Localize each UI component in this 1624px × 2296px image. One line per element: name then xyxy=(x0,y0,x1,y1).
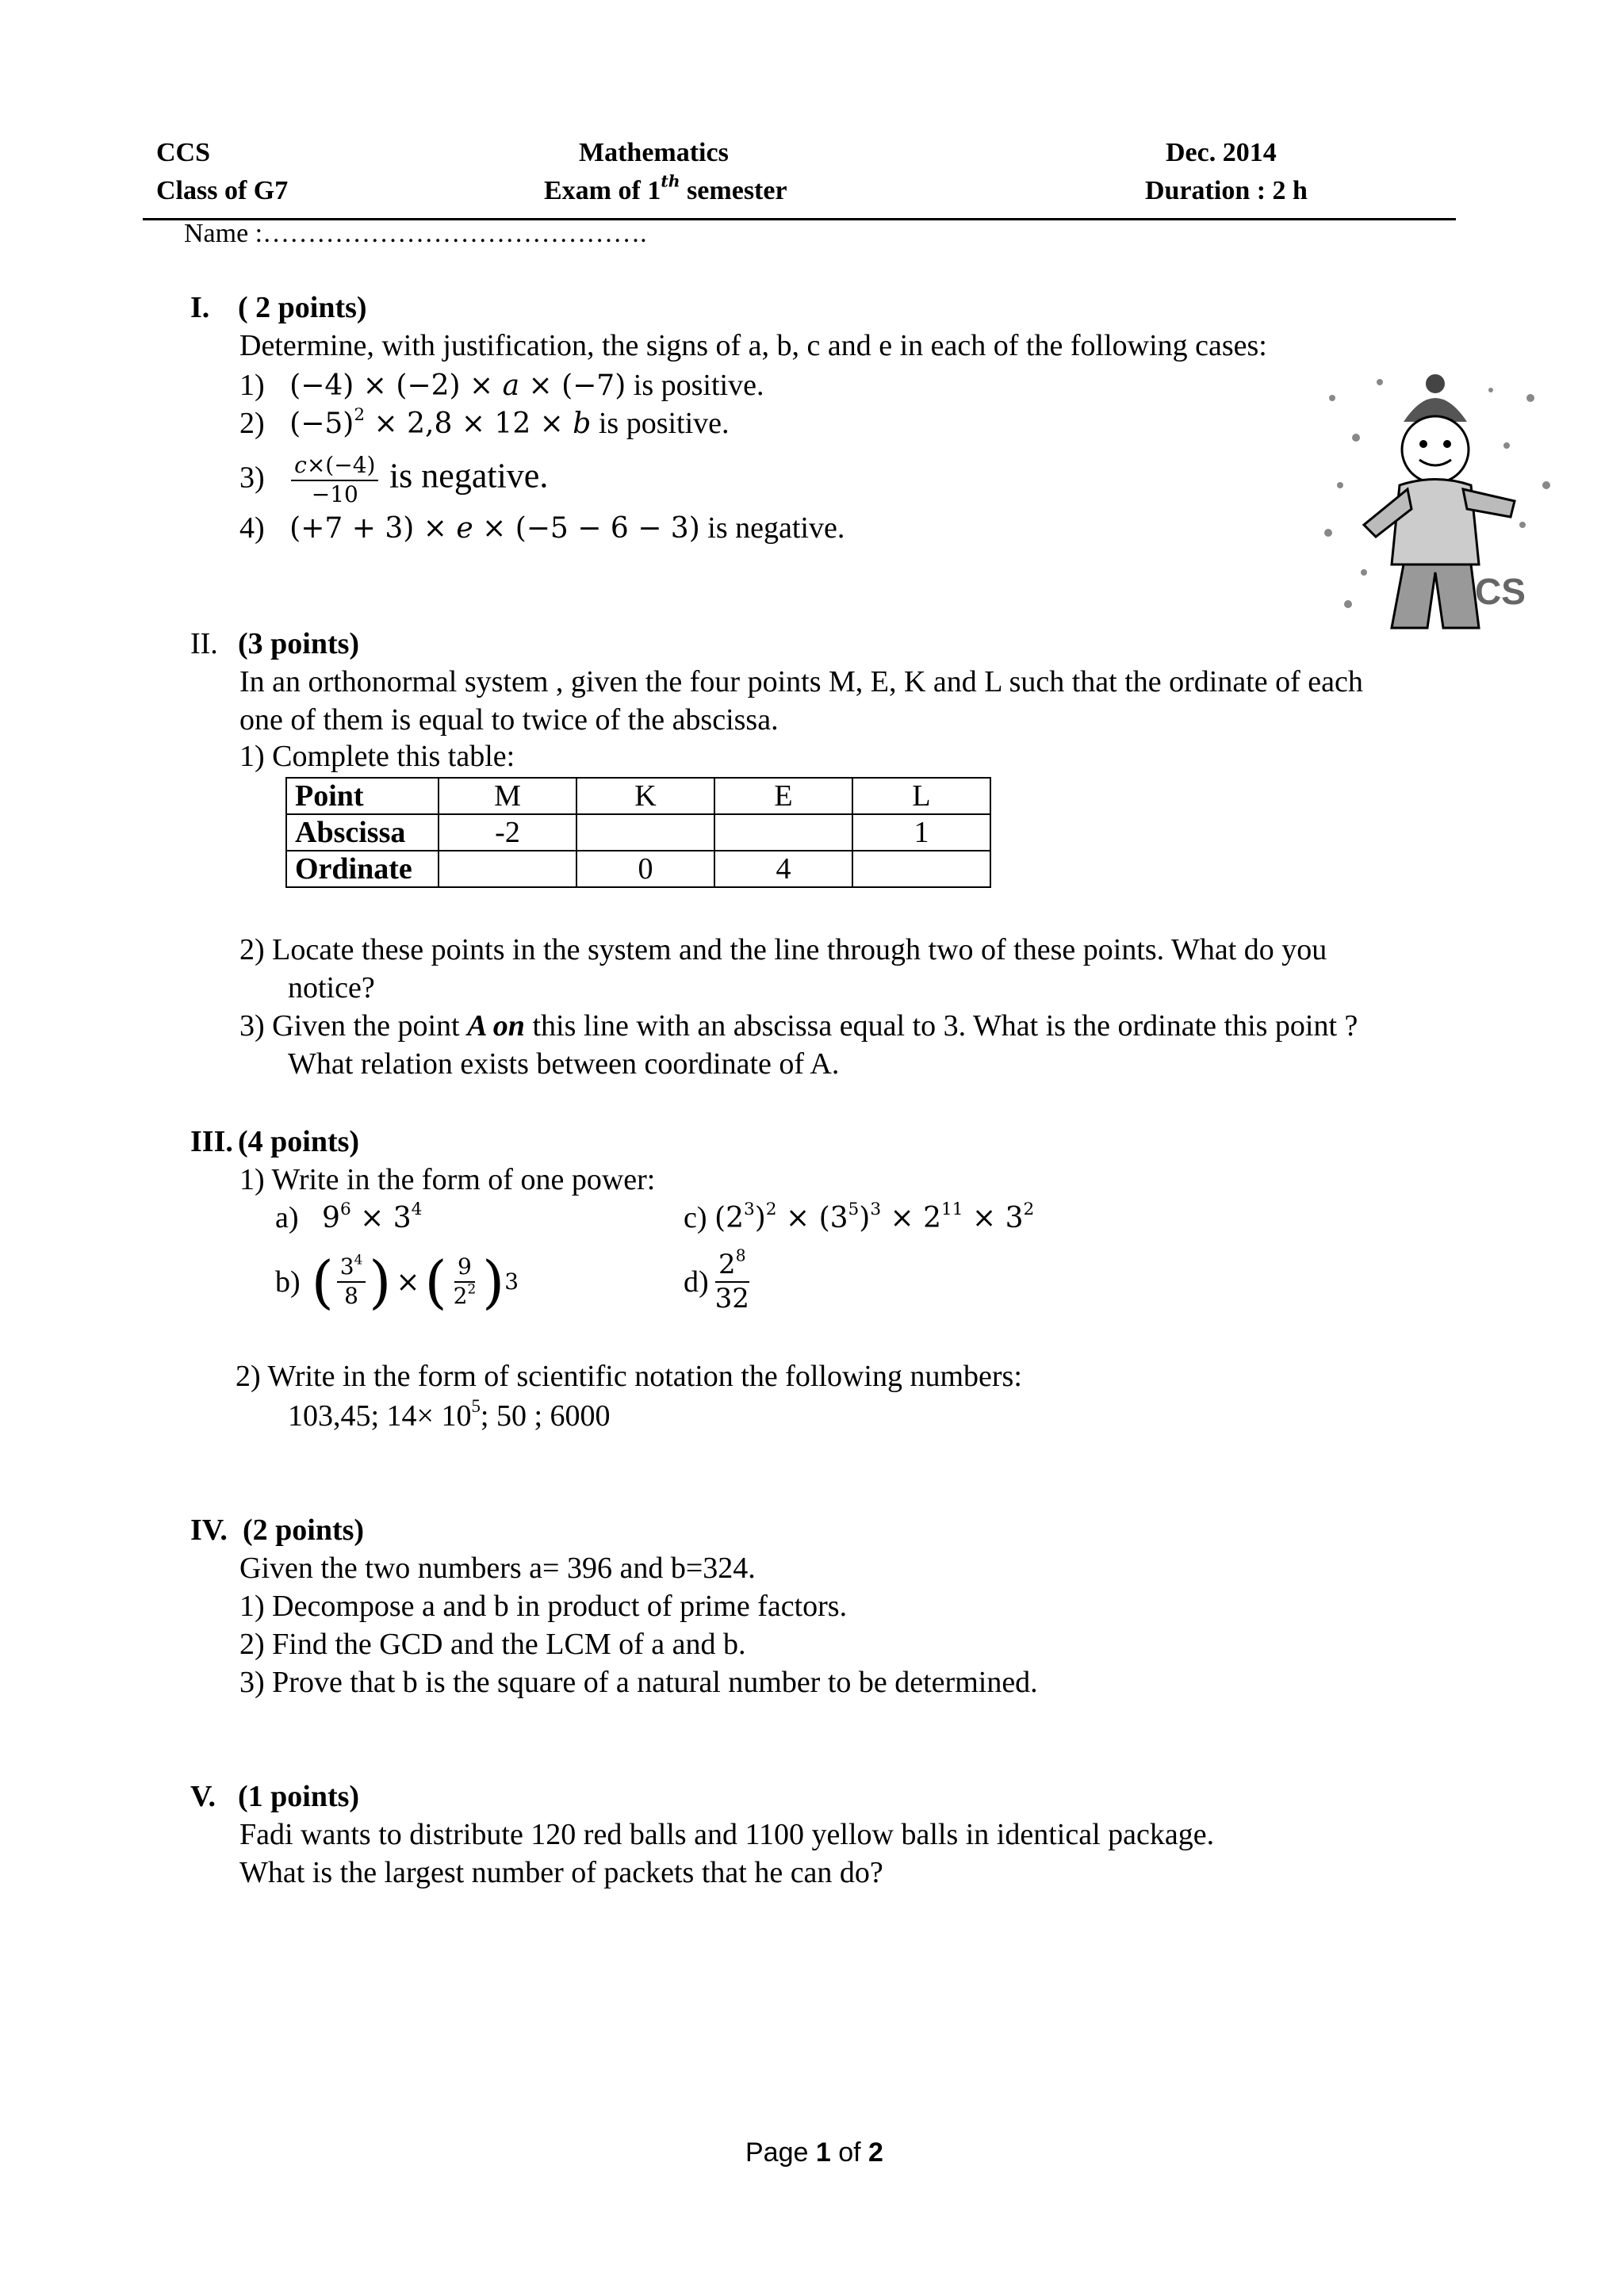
section-3-number: III. xyxy=(190,1125,233,1158)
table-row xyxy=(286,851,990,887)
item-text: is negative. xyxy=(389,456,549,496)
table-header: Ordinate xyxy=(286,851,439,887)
total-pages: 2 xyxy=(868,2137,883,2168)
section-3-points: (4 points) xyxy=(238,1125,360,1158)
fraction: $\frac{c\times(-4)}{-10}$ xyxy=(291,453,378,507)
item-text: is negative. xyxy=(707,511,845,545)
section-2-q2-line1: 2) Locate these points in the system and the line through two of these points. What do you xyxy=(239,933,1327,966)
table-cell: -2 xyxy=(439,814,576,851)
section-2-q1: 1) Complete this table: xyxy=(239,740,515,773)
item-label: b) xyxy=(275,1265,301,1299)
section-2-points: (3 points) xyxy=(238,627,360,660)
item-label: c) xyxy=(684,1201,707,1234)
table-row xyxy=(286,778,990,814)
exam-title xyxy=(544,171,787,206)
exam-date: Dec. 2014 xyxy=(1166,138,1277,167)
q3-emphasis: A on xyxy=(467,1009,525,1043)
footer-text: Page xyxy=(745,2137,816,2168)
section-5-line-2: What is the largest number of packets that he can do? xyxy=(239,1856,883,1889)
table-cell xyxy=(439,851,576,887)
table-cell: 4 xyxy=(714,851,852,887)
item-number: 4) xyxy=(239,511,265,545)
exam-duration: Duration : 2 h xyxy=(1145,176,1308,205)
table-cell xyxy=(576,814,714,851)
section-1-intro: Determine, with justification, the signs of a, b, c and e in each of the following cases: xyxy=(239,329,1267,362)
section-4-number: IV. xyxy=(190,1513,228,1547)
expression: (+7 + 3) × e × (−5 − 6 − 3) xyxy=(289,512,700,545)
clipart-watermark: CS xyxy=(1475,571,1526,612)
section-5-line-1: Fadi wants to distribute 120 red balls and 1100 yellow balls in identical package. xyxy=(239,1818,1215,1851)
section-2-intro-2: one of them is equal to twice of the abscissa. xyxy=(239,703,779,737)
section-5-number: V. xyxy=(190,1780,216,1813)
power-b: b) ( $\frac{3^4}{8}$ ) × ( $\frac{9}{2^2}$ ) 3 xyxy=(275,1249,519,1315)
numbers-text: ; 50 ; 6000 xyxy=(480,1399,611,1433)
points-table xyxy=(285,777,991,888)
item-number: 1) xyxy=(239,369,265,402)
footer-text: of xyxy=(830,2137,869,2168)
item-text: is positive. xyxy=(598,407,730,440)
q3-text: this line with an abscissa equal to 3. What is the ordinate this point ? xyxy=(524,1009,1358,1043)
power-a: a) $9^6 \times 3^4$ xyxy=(275,1199,423,1234)
table-cell xyxy=(714,814,852,851)
section-1-item xyxy=(239,406,730,441)
numbers-text: 103,45; 14× 10 xyxy=(288,1399,472,1433)
item-number: 2) xyxy=(239,407,265,440)
power-c: c) $(2^3)^2 \times (3^5)^3 \times 2^{11} \times 3^2$ xyxy=(684,1199,1035,1234)
section-2-intro-1: In an orthonormal system , given the four points M, E, K and L such that the ordinate of each xyxy=(239,665,1363,698)
subject-title: Mathematics xyxy=(579,138,729,167)
snowman-boy-clipart xyxy=(1316,366,1562,644)
expression: (−4) × (−2) × a × (−7) xyxy=(289,369,626,402)
table-cell: 0 xyxy=(576,851,714,887)
table-cell: M xyxy=(439,778,576,814)
item-label: a) xyxy=(275,1201,299,1234)
section-1-item xyxy=(239,453,548,507)
exam-prefix: Exam of 1 xyxy=(544,176,661,205)
item-text: is positive. xyxy=(633,369,764,402)
section-4-points: (2 points) xyxy=(243,1513,365,1547)
q3-text: 3) Given the point xyxy=(239,1009,468,1043)
section-1-item xyxy=(239,368,764,403)
section-1-item xyxy=(239,511,845,545)
exam-suffix: semester xyxy=(680,176,787,205)
section-3-q1: 1) Write in the form of one power: xyxy=(239,1163,656,1196)
section-2-q3-line2: What relation exists between coordinate of A. xyxy=(288,1047,840,1081)
table-header: Point xyxy=(286,778,439,814)
table-cell xyxy=(852,851,990,887)
table-cell: 1 xyxy=(852,814,990,851)
current-page: 1 xyxy=(815,2137,831,2168)
class-label: Class of G7 xyxy=(156,176,289,205)
table-cell: E xyxy=(714,778,852,814)
section-1-points: ( 2 points) xyxy=(238,291,367,324)
section-3-q2: 2) Write in the form of scientific notation the following numbers: xyxy=(236,1360,1022,1393)
section-2-number: II. xyxy=(190,627,218,660)
section-1-number: I. xyxy=(190,291,210,324)
section-3-numbers xyxy=(288,1395,611,1433)
school-name: CCS xyxy=(156,138,211,167)
table-row xyxy=(286,814,990,851)
exam-sup: th xyxy=(661,171,680,191)
expression: $(-5)^2 \times 2,8 \times 12 \times b$ xyxy=(289,404,592,440)
page-number xyxy=(745,2137,883,2168)
power-d: d) $\frac{2^8}{32}$ xyxy=(684,1246,749,1314)
table-cell: K xyxy=(576,778,714,814)
section-4-item: 3) Prove that b is the square of a natural number to be determined. xyxy=(239,1666,1038,1699)
numbers-exponent: 5 xyxy=(471,1395,481,1416)
section-2-q2-line2: notice? xyxy=(288,971,375,1004)
section-4-item: 1) Decompose a and b in product of prime factors. xyxy=(239,1590,848,1623)
item-number: 3) xyxy=(239,461,265,495)
name-field: Name :……………………………………. xyxy=(184,219,647,248)
item-label: d) xyxy=(684,1265,709,1299)
section-2-q3-line1 xyxy=(239,1008,1358,1043)
section-5-points: (1 points) xyxy=(238,1780,360,1813)
section-4-intro: Given the two numbers a= 396 and b=324. xyxy=(239,1552,756,1585)
section-4-item: 2) Find the GCD and the LCM of a and b. xyxy=(239,1628,746,1661)
table-cell: L xyxy=(852,778,990,814)
table-header: Abscissa xyxy=(286,814,439,851)
